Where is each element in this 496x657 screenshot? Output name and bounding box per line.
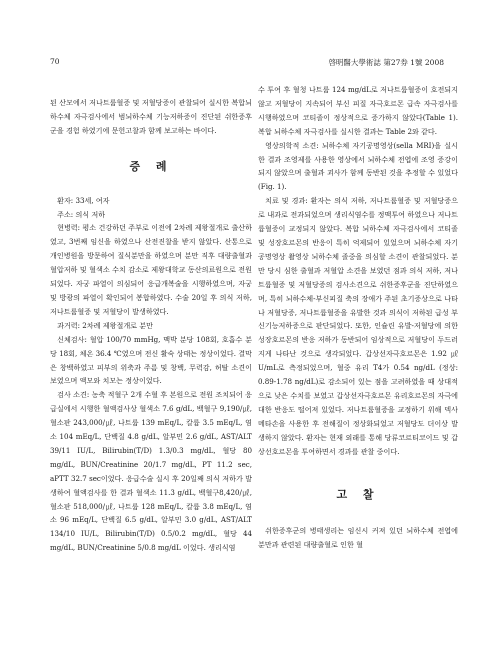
discussion-paragraph: 쉬한증후군의 병태생리는 임신시 커져 있던 뇌하수체 전엽에 분만과 관련된 대량출혈로 인한 혈 — [258, 526, 458, 550]
left-column — [50, 96, 252, 555]
imaging-paragraph: 영상의학적 소견: 뇌하수체 자기공명영상(sella MRI)을 실시한 결과 조영제를 사용한 영상에서 뇌하수체 전엽에 조영 증강이 되지 않았으며 출혈과 괴사가 함께 동반된 것을 추정할 수 있었다(Fig. 1). — [258, 140, 458, 192]
chief-complaint-line: 주소: 의식 저하 — [57, 209, 106, 219]
treatment-paragraph: 치료 및 경과: 환자는 의식 저하, 저나트륨혈증 및 저혈당증으로 내과로 전과되었으며 생리식염수를 정맥투여 하였으나 저나트륨혈증이 교정되지 않았다. 복합 뇌하수체 자극검사에서 코티졸 및 성장호르몬의 반응이 특히 억제되어 있었으며 뇌하수체 자기공명영상 촬영상 뇌하수체 졸중을 의심할 소견이 관찰되었다. 분만 당시 심한 출혈과 저혈압 소견을 보였던 점과 의식 저하, 저나트륨혈증 및 저혈당증의 검사소견으로 쉬한증후군을 진단하였으며, 특히 뇌하수체-부신피질 축의 장애가 주된 초기증상으로 나타나 저혈당증, 저나트륨혈증을 유발한 것과 의식이 저하된 급성 부신기능저하증으로 판단되었다. 또한, 인슐린 유발-저혈당에 의한 성장호르몬의 반응 저하가 동반되어 임상적으로 저혈당이 두드러지게 나타난 것으로 생각되었다. 갑상선자극호르몬은 1.92 ㎕U/mL로 측정되었으며, 혈중 유리 T4가 0.54 ng/dL (정상: 0.89-1.78 ng/dL)로 감소되어 있는 점을 고려하였을 때 상대적으로 낮은 수치를 보였고 갑상선자극호르몬 유리호르몬의 자극에 대한 반응도 떨어져 있었다. 저나트륨혈증을 교정하기 위해 덱사메타손을 사용한 후 전해질이 정상화되었고 저혈당도 더이상 발생하지 않았다. 환자는 현재 외래를 통해 당류코르티코이드 및 갑상선호르몬을 투여하면서 경과를 관찰 중이다. — [258, 196, 458, 456]
patient-line: 환자: 33세, 여자 — [57, 195, 110, 205]
lab-findings-paragraph: 검사 소견: 농축 적혈구 2개 수혈 후 본원으로 전원 조치되어 응급실에서 시행한 혈액검사상 혈색소 7.6 g/dL, 백혈구 9,190/㎕, 혈소판 243,000/㎕, 나트륨 139 mEq/L, 칼륨 3.5 mEq/L, 염소 104 mEq/L, 단백질 4.8 g/dL, 알부민 2.6 g/dL, AST/ALT 39/11 IU/L, Bilirubin(T/D) 1.3/0.3 mg/dL, 혈당 80 mg/dL, BUN/Creatinine 20/1.7 mg/dL, PT 11.2 sec, aPTT 32.7 sec이었다. 응급수술 실시 후 20일째 의식 저하가 발생하여 혈액검사를 한 결과 혈색소 11.3 g/dL, 백혈구8,420/㎕, 혈소판 518,000/㎕, 나트륨 128 mEq/L, 칼륨 3.8 mEq/L, 염소 96 mEq/L, 단백질 6.5 g/dL, 알부민 3.0 g/dL, AST/ALT 134/10 IU/L, Bilirubin(T/D) 0.5/0.2 mg/dL, 혈당 44 mg/dL, BUN/Creatinine 5/0.8 mg/dL 이었다. 생리식염 — [50, 390, 252, 553]
intro-paragraph: 된 산모에서 저나트륨혈증 및 저혈당증이 관찰되어 실시한 복합뇌하수체 자극검사에서 범뇌하수체 기능저하증이 진단된 쉬한증후군을 경험 하였기에 문헌고찰과 함께 보고하는 바이다. — [50, 98, 252, 135]
history-paragraph: 현병력: 평소 건강하던 주부로 이전에 2차례 제왕절개로 출산하였고, 3번째 임신을 하였으나 산전진찰을 받지 않았다. 산통으로 개인병원을 방문하여 질식분만을 하였으며 분만 직후 대량출혈과 혈압저하 및 혈색소 수치 감소로 제왕대학교 동산의료원으로 전원되었다. 자궁 파열이 의심되어 응급개복술을 시행하였으며, 자궁 및 방광의 파열이 확인되어 봉합하였다. 수술 20일 후 의식 저하, 저나트륨혈증 및 저혈당이 발생하였다. — [50, 223, 252, 316]
discussion-section-title: 고 찰 — [336, 488, 380, 502]
case-section-title: 증 례 — [129, 159, 173, 173]
right-column — [258, 83, 458, 552]
past-history-line: 과거력: 2차례 제왕절개로 분만 — [57, 320, 153, 330]
physical-exam-paragraph: 신체검사: 혈압 100/70 mmHg, 맥박 분당 108회, 호흡수 분당 18회, 체온 36.4 ℃였으며 전신 활숙 상태는 정상이었다. 결막은 창백하였고 피부의 위축과 주름 및 창백, 무력감, 허탈 소견이 보였으며 액모와 치모는 정상이었다. — [50, 334, 252, 386]
journal-name: 啓明醫大學術誌 第27券 1號 2008 — [328, 58, 444, 67]
lab-continuation-paragraph: 수 투여 후 혈청 나트륨 124 mg/dL로 저나트륨혈증이 호전되지 않고 저혈당이 지속되어 부신 피질 자극호르몬 급속 자극검사를 시행하였으며 코티졸이 정상적으로 증가하지 않았다(Table 1). 복합 뇌하수체 자극검사를 실시한 결과는 Table 2와 같다. — [258, 85, 458, 136]
page-number: 70 — [50, 57, 60, 66]
